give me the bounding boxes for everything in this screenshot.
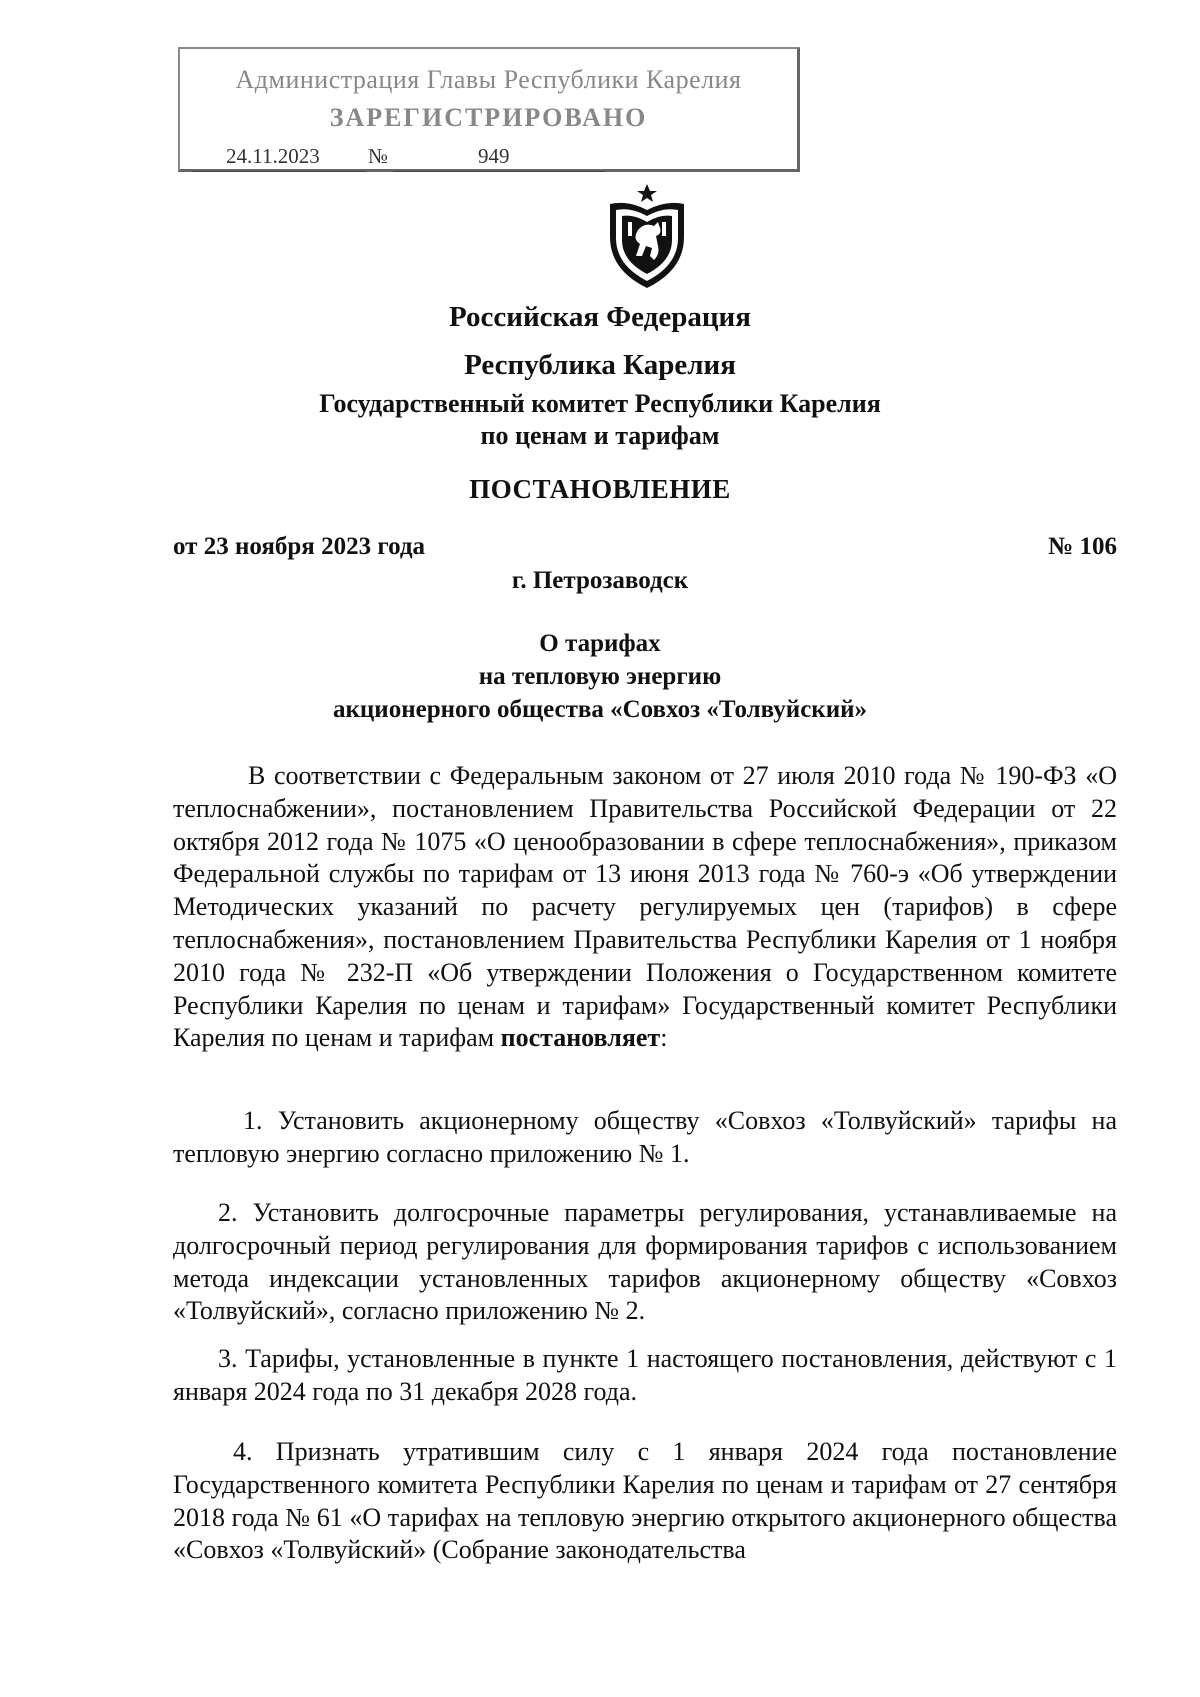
stamp-number: 949	[478, 144, 510, 168]
clause-4: 4. Признать утратившим силу с 1 января 2024 года постановление Государственного комитета Республики Карелия по ценам и тарифам от 27 сентября 2018 года № 61 «О тарифах на тепловую энергию открытого акционерного общества «Совхоз «Толвуйский» (Собрание законодательства	[173, 1437, 1117, 1565]
document-city: г. Петрозаводск	[511, 567, 689, 594]
registration-stamp	[178, 47, 800, 172]
header-country: Российская Федерация	[449, 301, 751, 333]
document-date: от 23 ноября 2023 года	[173, 533, 425, 560]
header-committee-line2: по ценам и тарифам	[480, 421, 720, 450]
document-title-line2: на тепловую энергию	[478, 663, 722, 690]
document-number: № 106	[1048, 533, 1117, 560]
clause-2: 2. Установить долгосрочные параметры регулирования, устанавливаемые на долгосрочный период регулирования для формирования тарифов с использованием метода индексации установленных тарифов акционерному обществу «Совхоз «Толвуйский», согласно приложению № 2.	[173, 1198, 1117, 1326]
document-title-line3: акционерного общества «Совхоз «Толвуйский»	[332, 696, 868, 723]
clause-1: 1. Установить акционерному обществу «Совхоз «Толвуйский» тарифы на тепловую энергию согласно приложению № 1.	[173, 1106, 1117, 1168]
document-type: ПОСТАНОВЛЕНИЕ	[469, 474, 731, 504]
header-committee-line1: Государственный комитет Республики Карелия	[319, 389, 881, 418]
stamp-registration-line	[192, 144, 780, 174]
preamble-bold: постановляет	[500, 1023, 661, 1053]
stamp-date: 24.11.2023	[226, 144, 320, 168]
header-republic: Республика Карелия	[464, 349, 736, 381]
stamp-status: ЗАРЕГИСТРИРОВАНО	[329, 103, 648, 132]
stamp-number-sign: №	[368, 144, 389, 168]
preamble-end: :	[660, 1023, 668, 1053]
stamp-title: Администрация Главы Республики Карелия	[235, 65, 742, 94]
preamble-paragraph	[173, 760, 1117, 1055]
preamble-text: В соответствии с Федеральным законом от 27 июля 2010 года № 190-ФЗ «О теплоснабжении», постановлением Правительства Российской Федерации от 22 октября 2012 года № 1075 «О ценообразовании в сфере теплоснабжения», приказом Федеральной службы по тарифам от 13 июня 2013 года № 760-э «Об утверждении Методических указаний по расчету регулируемых цен (тарифов) в сфере теплоснабжения», постановлением Правительства Республики Карелия от 1 ноября 2010 года № 232-П «Об утверждении Положения о Государственном комитете Республики Карелия по ценам и тарифам» Государственный комитет Республики Карелия по ценам и тарифам	[173, 761, 1117, 1053]
clause-3: 3. Тарифы, установленные в пункте 1 настоящего постановления, действуют с 1 января 2024 года по 31 декабря 2028 года.	[173, 1344, 1117, 1406]
document-title-line1: О тарифах	[539, 630, 661, 657]
karelia-coat-of-arms-icon	[600, 182, 694, 292]
